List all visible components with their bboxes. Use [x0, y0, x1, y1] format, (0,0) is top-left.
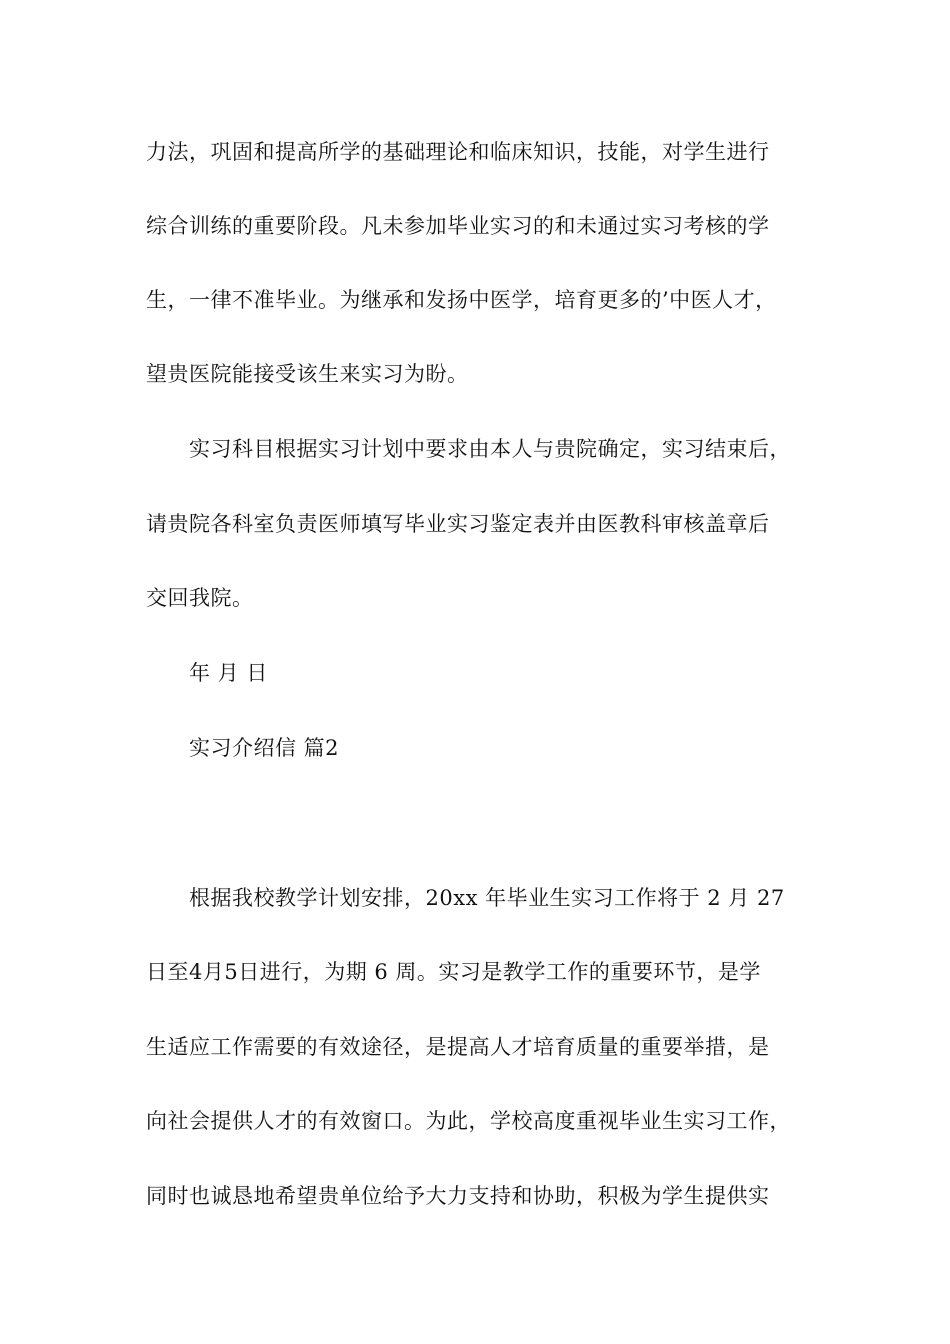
paragraph-line: 生适应工作需要的有效途径，是提高人才培育质量的重要举措，是 [146, 1035, 770, 1059]
paragraph-line: 同时也诚恳地希望贵单位给予大力支持和协助，积极为学生提供实 [146, 1184, 770, 1208]
paragraph-line: 交回我院。 [146, 586, 254, 610]
paragraph-line: 力法，巩固和提高所学的基础理论和临床知识，技能，对学生进行 [146, 140, 770, 164]
paragraph-line: 根据我校教学计划安排，20xx 年毕业生实习工作将于 2 月 27 [189, 886, 785, 910]
paragraph-line: 向社会提供人才的有效窗口。为此，学校高度重视毕业生实习工作， [146, 1109, 791, 1133]
paragraph-line: 日至4月5日进行，为期 6 周。实习是教学工作的重要环节，是学 [146, 960, 761, 984]
paragraph-line: 综合训练的重要阶段。凡未参加毕业实习的和未通过实习考核的学 [146, 214, 770, 238]
paragraph-line: 望贵医院能接受该生来实习为盼。 [146, 362, 469, 386]
date-line: 年 月 日 [189, 661, 268, 685]
section-title: 实习介绍信 篇2 [189, 736, 340, 760]
paragraph-line: 生，一律不准毕业。为继承和发扬中医学，培育更多的’中医人才， [146, 288, 777, 312]
paragraph-line: 请贵院各科室负责医师填写毕业实习鉴定表并由医教科审核盖章后 [146, 512, 770, 536]
paragraph-line: 实习科目根据实习计划中要求由本人与贵院确定，实习结束后， [189, 437, 791, 461]
